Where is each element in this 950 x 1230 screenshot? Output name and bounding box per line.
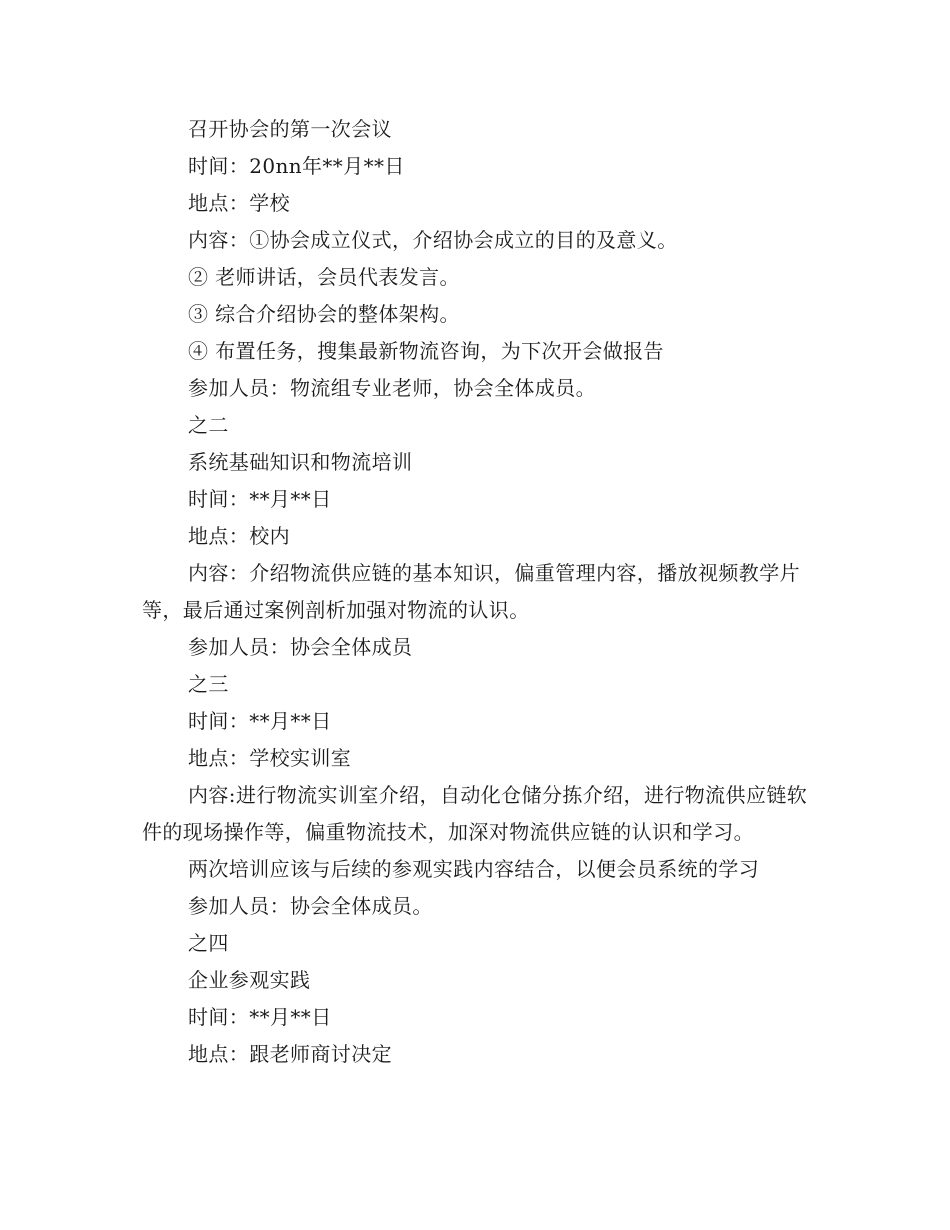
visit-time: 时间：**月**日	[188, 1005, 332, 1029]
visit-location: 地点：跟老师商讨决定	[188, 1042, 392, 1066]
lab-time: 时间：**月**日	[188, 709, 332, 733]
training-content: 内容：介绍物流供应链的基本知识，偏重管理内容，播放视频教学片等，最后通过案例剖析加强对物流的认识。	[142, 561, 800, 622]
section-heading-3: 之三	[188, 672, 229, 696]
document-body	[142, 111, 810, 1073]
section-heading-4: 之四	[188, 931, 229, 955]
training-title: 系统基础知识和物流培训	[188, 450, 413, 474]
meeting-time: 时间：20nn年**月**日	[188, 154, 405, 178]
training-participants: 参加人员：协会全体成员	[188, 635, 413, 659]
meeting-title: 召开协会的第一次会议	[188, 117, 392, 141]
lab-note: 两次培训应该与后续的参观实践内容结合，以便会员系统的学习	[188, 857, 760, 881]
meeting-content-item-3: ③ 综合介绍协会的整体架构。	[188, 302, 460, 326]
visit-title: 企业参观实践	[188, 968, 311, 992]
lab-content: 内容:进行物流实训室介绍，自动化仓储分拣介绍，进行物流供应链软件的现场操作等，偏重物流技术，加深对物流供应链的认识和学习。	[142, 783, 808, 844]
training-location: 地点：校内	[188, 524, 290, 548]
meeting-location: 地点：学校	[188, 191, 290, 215]
lab-participants: 参加人员：协会全体成员。	[188, 894, 433, 918]
meeting-participants: 参加人员：物流组专业老师，协会全体成员。	[188, 376, 596, 400]
lab-location: 地点：学校实训室	[188, 746, 352, 770]
meeting-content: 内容：①协会成立仪式，介绍协会成立的目的及意义。	[188, 228, 678, 252]
section-heading-2: 之二	[188, 413, 229, 437]
meeting-content-item-2: ② 老师讲话，会员代表发言。	[188, 265, 460, 289]
meeting-content-item-4: ④ 布置任务，搜集最新物流咨询，为下次开会做报告	[188, 339, 664, 363]
training-time: 时间：**月**日	[188, 487, 332, 511]
